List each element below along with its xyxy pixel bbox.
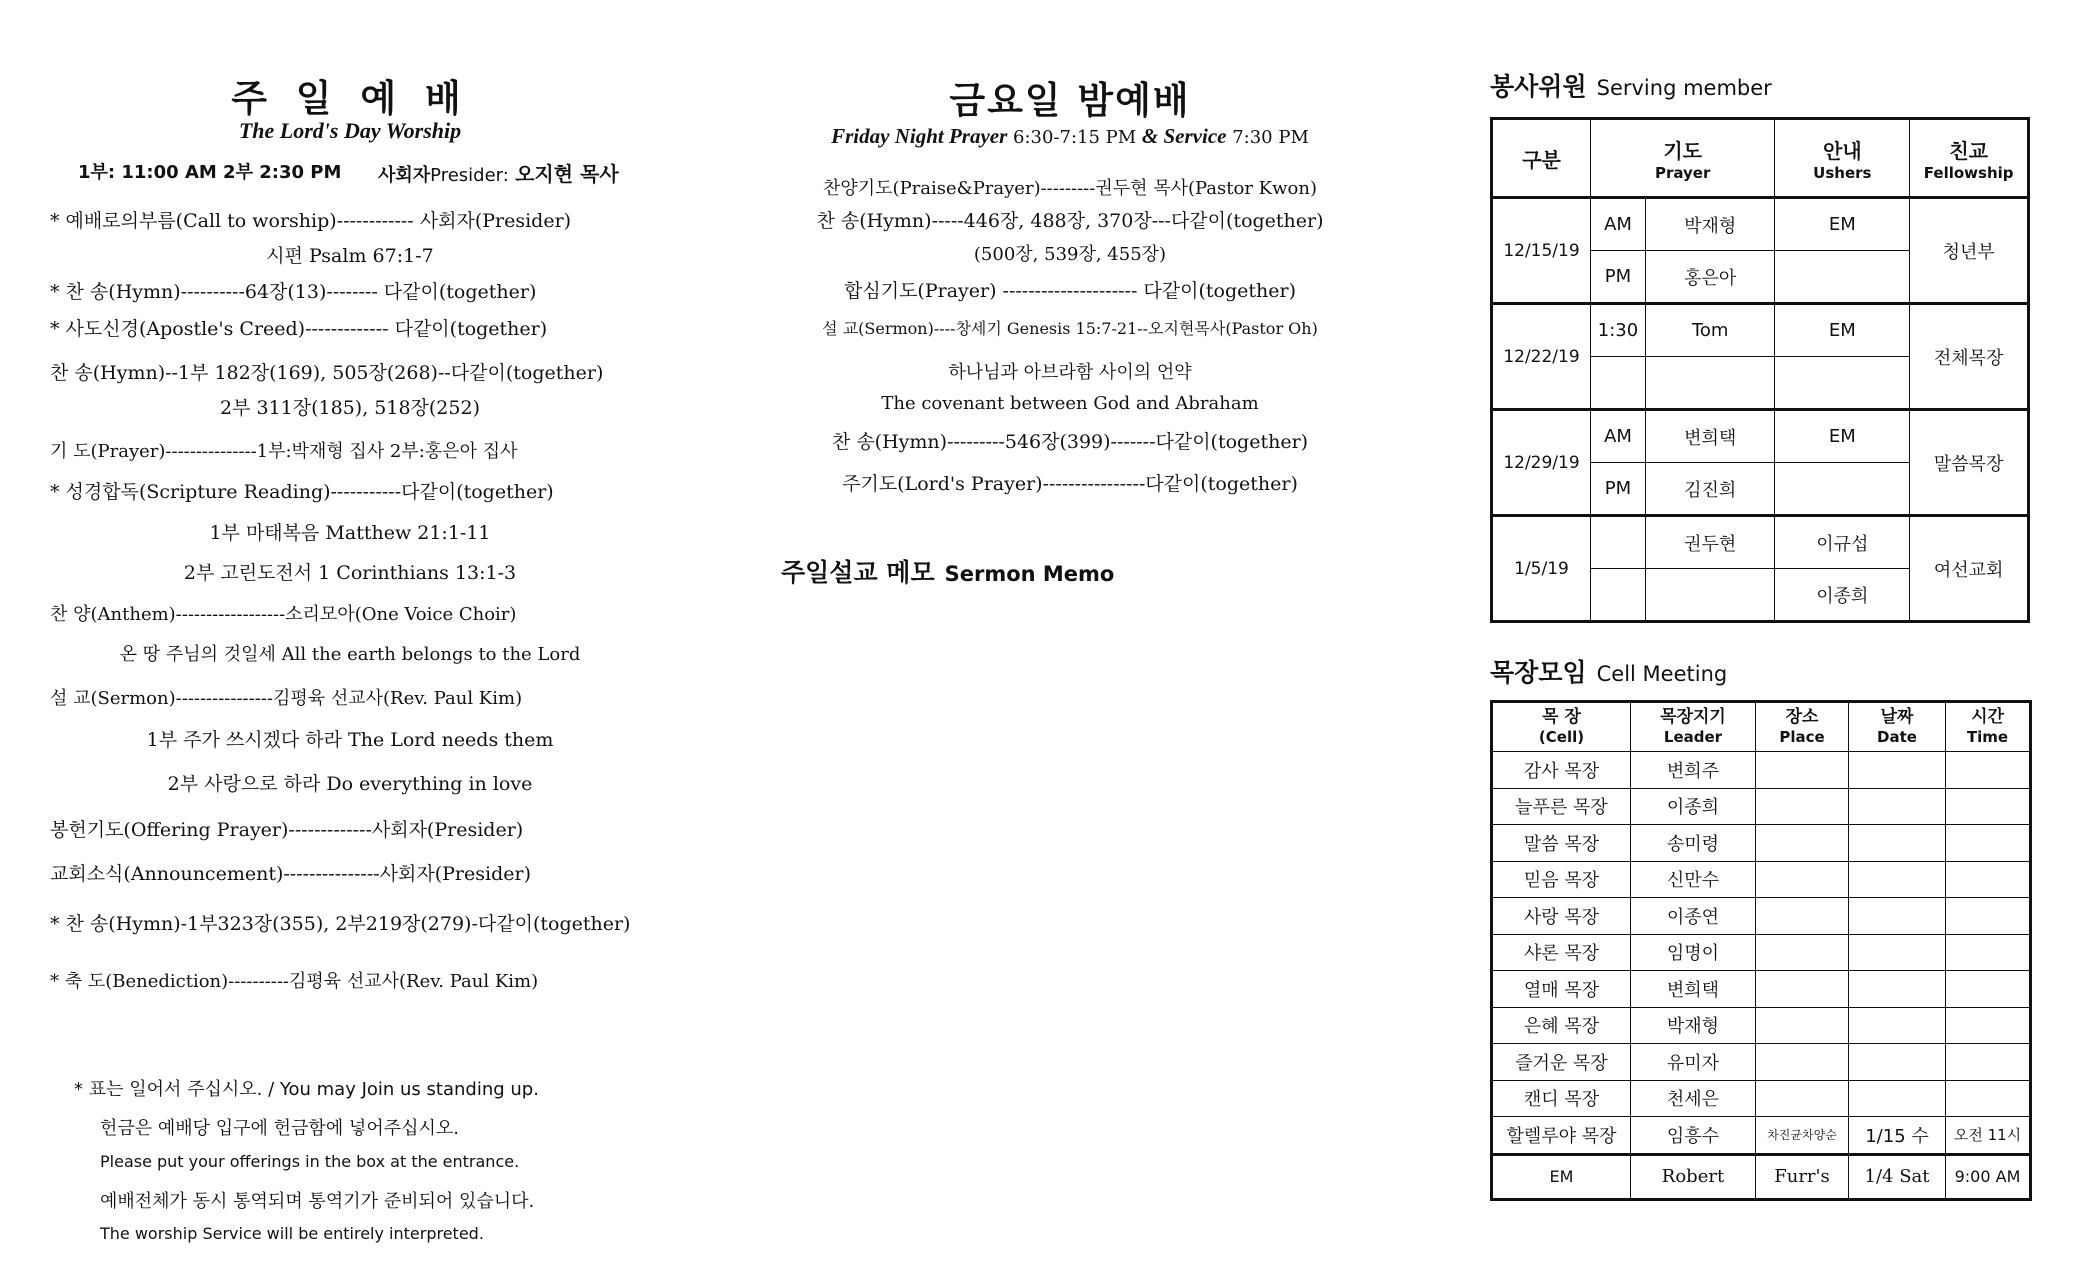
cell-leader: 변희택 [1631, 971, 1756, 1008]
table-row [1492, 971, 2031, 1008]
order-sermon: 설 교(Sermon)----------------김평육 선교사(Rev. Paul Kim) [50, 688, 523, 709]
order-sermon-title-1: 1부 주가 쓰시겠다 하라 The Lord needs them [146, 729, 554, 751]
serving-heading: 봉사위원 Serving member [1490, 72, 1772, 101]
fellowship-group: 전체목장 [1910, 304, 2029, 410]
cell-time [1946, 971, 2031, 1008]
friday-sermon-title-ko: 하나님과 아브라함 사이의 언약 [948, 362, 1192, 383]
cell-time [1946, 1007, 2031, 1044]
cell-date: 1/15 수 [1849, 1117, 1946, 1155]
serving-row [1492, 516, 2029, 569]
cell-place [1756, 1044, 1849, 1081]
friday-lords-prayer: 주기도(Lord's Prayer)----------------다같이(together) [842, 473, 1298, 495]
cell-leader: 신만수 [1631, 861, 1756, 898]
cell-date [1849, 898, 1946, 935]
order-hymn-3: * 찬 송(Hymn)-1부323장(355), 2부219장(279)-다같이(together) [50, 913, 631, 935]
cell-place: 차진균차양순 [1756, 1117, 1849, 1155]
cell-place [1756, 861, 1849, 898]
prayer-person: 박재형 [1646, 198, 1775, 251]
header-time: 시간 Time [1946, 702, 2031, 752]
header-ushers: 안내 Ushers [1775, 119, 1910, 198]
prayer-person: 홍은아 [1646, 251, 1775, 304]
cell-name: 샤론 목장 [1492, 934, 1631, 971]
serving-row [1492, 198, 2029, 251]
cell-time [1946, 861, 2031, 898]
cell-date [1849, 752, 1946, 789]
order-hymn-1: * 찬 송(Hymn)----------64장(13)-------- 다같이(together) [50, 281, 537, 303]
table-row [1492, 898, 2031, 935]
cell-place [1756, 934, 1849, 971]
usher [1775, 251, 1910, 304]
cell-leader: 유미자 [1631, 1044, 1756, 1081]
usher: EM [1775, 198, 1910, 251]
table-row [1492, 1117, 2031, 1155]
cell-time [1946, 1044, 2031, 1081]
usher: 이규섭 [1775, 516, 1910, 569]
serving-table [1490, 117, 2030, 623]
cell-date [1849, 861, 1946, 898]
order-anthem: 찬 양(Anthem)------------------소리모아(One Voice Choir) [50, 604, 517, 625]
cell-leader: 임흥수 [1631, 1117, 1756, 1155]
fellowship-group: 청년부 [1910, 198, 2029, 304]
cell-place: Furr's [1756, 1154, 1849, 1199]
order-benediction: * 축 도(Benediction)----------김평육 선교사(Rev. Paul Kim) [50, 971, 539, 992]
cell-time [1946, 934, 2031, 971]
prayer-person [1646, 569, 1775, 622]
header-division: 구분 [1492, 119, 1591, 198]
cell-leader: Robert [1631, 1154, 1756, 1199]
fellowship-group: 말씀목장 [1910, 410, 2029, 516]
cell-date [1849, 1080, 1946, 1117]
week-date: 1/5/19 [1492, 516, 1591, 622]
cell-date [1849, 825, 1946, 862]
cell-time [1946, 752, 2031, 789]
table-row [1492, 1007, 2031, 1044]
friday-hymn-1: 찬 송(Hymn)-----446장, 488장, 370장---다같이(together) [816, 210, 1324, 232]
cell-date [1849, 1007, 1946, 1044]
slot: PM [1591, 251, 1646, 304]
cell-leader: 이종연 [1631, 898, 1756, 935]
table-row [1492, 788, 2031, 825]
sermon-memo-heading: 주일설교 메모 Sermon Memo [781, 558, 1115, 587]
friday-sermon-title-en: The covenant between God and Abraham [881, 393, 1259, 414]
header-prayer: 기도 Prayer [1591, 119, 1775, 198]
usher: EM [1775, 304, 1910, 357]
cell-name: 즐거운 목장 [1492, 1044, 1631, 1081]
cell-date [1849, 1044, 1946, 1081]
note-interpretation-en: The worship Service will be entirely interpreted. [100, 1224, 484, 1243]
prayer-person: 권두현 [1646, 516, 1775, 569]
cell-time [1946, 898, 2031, 935]
cell-name: EM [1492, 1154, 1631, 1199]
presider-label: 사회자Presider: 오지현 목사 [378, 162, 619, 186]
cell-time: 오전 11시 [1946, 1117, 2031, 1155]
note-offering-en: Please put your offerings in the box at the entrance. [100, 1152, 520, 1171]
header-date: 날짜 Date [1849, 702, 1946, 752]
cell-name: 늘푸른 목장 [1492, 788, 1631, 825]
week-date: 12/29/19 [1492, 410, 1591, 516]
table-row [1492, 934, 2031, 971]
cell-header-row [1492, 702, 2031, 752]
order-call-to-worship: * 예배로의부름(Call to worship)------------ 사회자(Presider) [50, 210, 572, 232]
note-standing: * 표는 일어서 주십시오. / You may Join us standing up. [74, 1079, 539, 1100]
cell-name: 믿음 목장 [1492, 861, 1631, 898]
header-place: 장소 Place [1756, 702, 1849, 752]
usher [1775, 463, 1910, 516]
slot: AM [1591, 410, 1646, 463]
friday-prayer: 합심기도(Prayer) --------------------- 다같이(together) [844, 280, 1296, 302]
header-leader: 목장지기 Leader [1631, 702, 1756, 752]
table-row [1492, 825, 2031, 862]
header-fellowship: 친교 Fellowship [1910, 119, 2029, 198]
cell-leader: 박재형 [1631, 1007, 1756, 1044]
friday-subtitle: Friday Night Prayer 6:30-7:15 PM & Service 7:30 PM [831, 124, 1309, 148]
slot [1591, 569, 1646, 622]
cell-leader: 변희주 [1631, 752, 1756, 789]
friday-hymn-2: 찬 송(Hymn)---------546장(399)-------다같이(together) [831, 431, 1309, 453]
cell-leader: 천세은 [1631, 1080, 1756, 1117]
cell-name: 사랑 목장 [1492, 898, 1631, 935]
header-cell: 목 장 (Cell) [1492, 702, 1631, 752]
order-hymn-2: 찬 송(Hymn)--1부 182장(169), 505장(268)--다같이(together) [50, 362, 604, 384]
slot [1591, 357, 1646, 410]
friday-title: 금요일 밤예배 [949, 79, 1191, 122]
slot [1591, 516, 1646, 569]
note-interpretation-ko: 예배전체가 동시 통역되며 통역기가 준비되어 있습니다. [100, 1191, 535, 1212]
order-sermon-title-2: 2부 사랑으로 하라 Do everything in love [167, 773, 533, 795]
prayer-person [1646, 357, 1775, 410]
note-offering-ko: 헌금은 예배당 입구에 헌금함에 넣어주십시오. [100, 1118, 459, 1139]
friday-sermon: 설 교(Sermon)----창세기 Genesis 15:7-21--오지현목사(Pastor Oh) [822, 319, 1318, 338]
sunday-subtitle: The Lord's Day Worship [238, 118, 462, 143]
cell-place [1756, 752, 1849, 789]
usher: 이종희 [1775, 569, 1910, 622]
cell-name: 은혜 목장 [1492, 1007, 1631, 1044]
slot: AM [1591, 198, 1646, 251]
table-row [1492, 752, 2031, 789]
order-psalm: 시편 Psalm 67:1-7 [266, 245, 434, 267]
cell-place [1756, 1007, 1849, 1044]
week-date: 12/22/19 [1492, 304, 1591, 410]
cell-time [1946, 1080, 2031, 1117]
cell-name: 감사 목장 [1492, 752, 1631, 789]
table-row [1492, 1154, 2031, 1199]
sunday-title: 주 일 예 배 [231, 77, 469, 120]
cell-date: 1/4 Sat [1849, 1154, 1946, 1199]
cell-meeting-heading: 목장모임 Cell Meeting [1490, 658, 1728, 687]
cell-place [1756, 898, 1849, 935]
usher: EM [1775, 410, 1910, 463]
usher [1775, 357, 1910, 410]
prayer-person: Tom [1646, 304, 1775, 357]
cell-time: 9:00 AM [1946, 1154, 2031, 1199]
cell-leader: 임명이 [1631, 934, 1756, 971]
week-date: 12/15/19 [1492, 198, 1591, 304]
cell-name: 할렐루야 목장 [1492, 1117, 1631, 1155]
serving-row [1492, 304, 2029, 357]
cell-name: 열매 목장 [1492, 971, 1631, 1008]
order-apostles-creed: * 사도신경(Apostle's Creed)------------- 다같이(together) [50, 318, 548, 340]
cell-place [1756, 1080, 1849, 1117]
cell-name: 말씀 목장 [1492, 825, 1631, 862]
friday-praise-prayer: 찬양기도(Praise&Prayer)---------권두현 목사(Pastor Kwon) [823, 178, 1317, 199]
prayer-person: 김진희 [1646, 463, 1775, 516]
cell-place [1756, 788, 1849, 825]
order-hymn-2-second: 2부 311장(185), 518장(252) [220, 397, 480, 419]
table-row [1492, 1044, 2031, 1081]
order-anthem-title: 온 땅 주님의 것일세 All the earth belongs to the Lord [119, 644, 581, 665]
cell-place [1756, 825, 1849, 862]
serving-row [1492, 410, 2029, 463]
friday-hymn-1-alt: (500장, 539장, 455장) [973, 244, 1167, 265]
cell-meeting-table [1490, 700, 2032, 1201]
cell-leader: 송미령 [1631, 825, 1756, 862]
table-row [1492, 861, 2031, 898]
fellowship-group: 여선교회 [1910, 516, 2029, 622]
order-scripture-reading: * 성경합독(Scripture Reading)-----------다같이(together) [50, 481, 554, 503]
order-prayer: 기 도(Prayer)---------------1부:박재형 집사 2부:홍은아 집사 [50, 441, 518, 462]
slot: 1:30 [1591, 304, 1646, 357]
order-scripture-1: 1부 마태복음 Matthew 21:1-11 [209, 522, 491, 544]
serving-header-row [1492, 119, 2029, 198]
cell-date [1849, 971, 1946, 1008]
order-announcement: 교회소식(Announcement)---------------사회자(Presider) [50, 863, 531, 885]
order-scripture-2: 2부 고린도전서 1 Corinthians 13:1-3 [183, 562, 517, 584]
cell-time [1946, 825, 2031, 862]
cell-date [1849, 788, 1946, 825]
table-row [1492, 1080, 2031, 1117]
cell-date [1849, 934, 1946, 971]
cell-place [1756, 971, 1849, 1008]
service-times: 1부: 11:00 AM 2부 2:30 PM [78, 162, 342, 183]
cell-name: 캔디 목장 [1492, 1080, 1631, 1117]
cell-leader: 이종희 [1631, 788, 1756, 825]
prayer-person: 변희택 [1646, 410, 1775, 463]
order-offering-prayer: 봉헌기도(Offering Prayer)-------------사회자(Presider) [50, 819, 524, 841]
slot: PM [1591, 463, 1646, 516]
cell-time [1946, 788, 2031, 825]
